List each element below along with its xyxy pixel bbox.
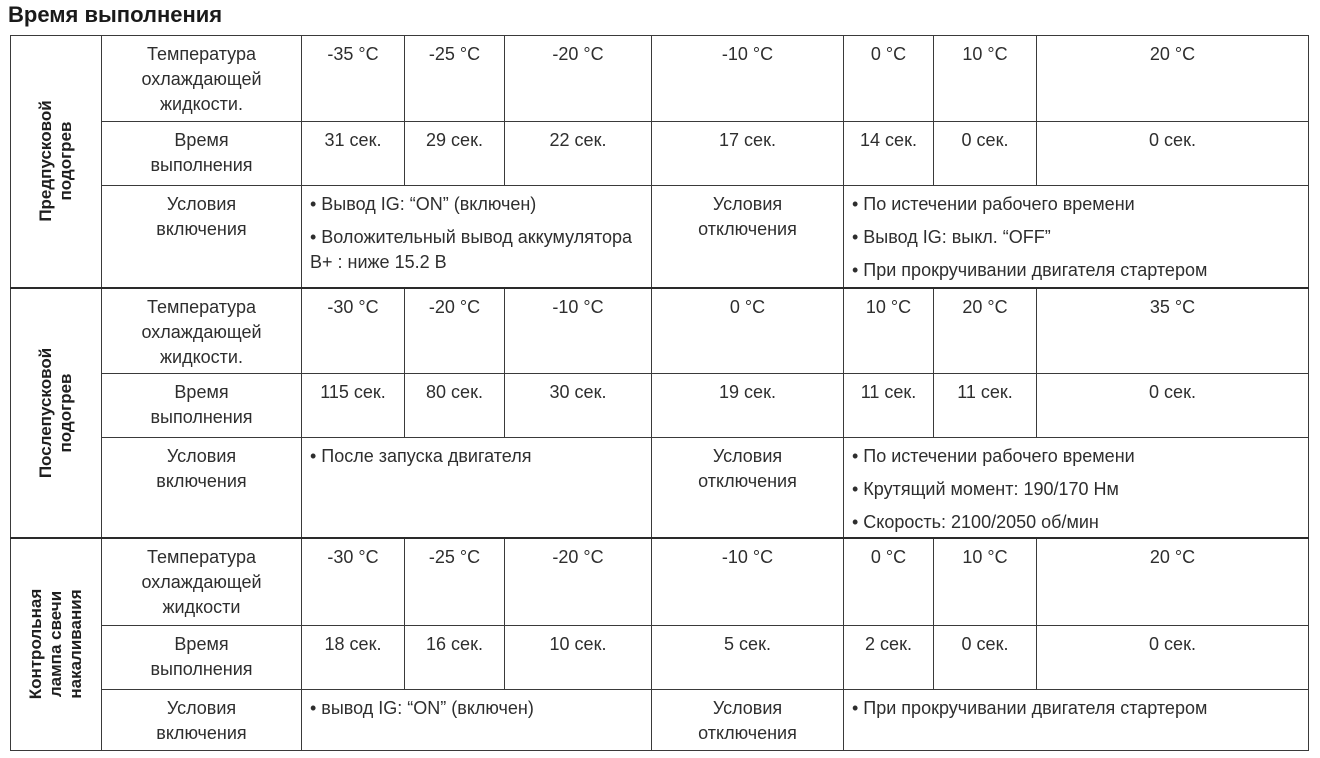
off-conditions-label-line: отключения	[698, 723, 797, 743]
temperature-label-line: охлаждающей	[141, 321, 262, 342]
condition-item: • Крутящий момент: 190/170 Нм	[852, 479, 1119, 499]
off-conditions-label	[652, 690, 844, 751]
temperature-cell: -25 °C	[405, 538, 505, 626]
group-label-line: Предпусковой	[36, 100, 55, 222]
on-conditions-label	[102, 186, 302, 288]
on-conditions-label-line: включения	[156, 723, 247, 743]
time-cell: 16 сек.	[405, 626, 505, 690]
table-body	[11, 36, 1309, 751]
time-cell: 10 сек.	[505, 626, 652, 690]
time-cell: 0 сек.	[1037, 122, 1309, 186]
temperature-cell: 0 °C	[652, 288, 844, 374]
temperature-cell: -30 °C	[302, 538, 405, 626]
off-conditions-label-line: Условия	[712, 446, 783, 466]
off-conditions-list	[844, 690, 1309, 751]
time-cell: 5 сек.	[652, 626, 844, 690]
group-label-line: Послепусковой	[36, 347, 55, 478]
conditions-row	[11, 186, 1309, 288]
condition-item: • По истечении рабочего времени	[852, 194, 1135, 214]
group-label-cell	[11, 288, 102, 538]
condition-item: • Вывод IG: “ON” (включен)	[310, 194, 537, 214]
temperature-cell: 10 °C	[844, 288, 934, 374]
condition-item: • После запуска двигателя	[310, 446, 532, 466]
time-cell: 22 сек.	[505, 122, 652, 186]
group-label	[26, 589, 86, 700]
temperature-cell: -20 °C	[405, 288, 505, 374]
time-label-line: Время	[174, 130, 229, 150]
temperature-cell: -35 °C	[302, 36, 405, 122]
temperature-label-line: жидкости.	[160, 94, 243, 114]
time-cell: 0 сек.	[934, 122, 1037, 186]
execution-time-table	[10, 35, 1309, 751]
on-conditions-label-line: Условия	[166, 446, 237, 466]
time-label-line: Время	[174, 634, 229, 654]
condition-item: • Вывод IG: выкл. “OFF”	[852, 227, 1051, 247]
time-label-line: выполнения	[150, 155, 253, 175]
time-cell: 18 сек.	[302, 626, 405, 690]
group-label	[36, 347, 76, 477]
temperature-cell: -10 °C	[652, 538, 844, 626]
time-cell: 2 сек.	[844, 626, 934, 690]
time-cell: 115 сек.	[302, 374, 405, 438]
temperature-cell: 0 °C	[844, 538, 934, 626]
off-conditions-list	[844, 438, 1309, 538]
time-cell: 0 сек.	[1037, 374, 1309, 438]
condition-item: • По истечении рабочего времени	[852, 446, 1135, 466]
off-conditions-list	[844, 186, 1309, 288]
temperature-cell: -10 °C	[505, 288, 652, 374]
temperature-label	[102, 538, 302, 626]
time-label	[102, 122, 302, 186]
on-conditions-label-line: включения	[156, 471, 247, 491]
time-label-line: Время	[174, 382, 229, 402]
time-cell: 17 сек.	[652, 122, 844, 186]
on-conditions-label	[102, 438, 302, 538]
temperature-row	[11, 288, 1309, 374]
temperature-cell: 20 °C	[1037, 36, 1309, 122]
temperature-cell: 0 °C	[844, 36, 934, 122]
group-label-line: подогрев	[56, 121, 75, 201]
off-conditions-label-line: Условия	[712, 698, 783, 718]
temperature-label	[102, 36, 302, 122]
temperature-cell: 10 °C	[934, 538, 1037, 626]
on-conditions-label-line: Условия	[166, 698, 237, 718]
time-label	[102, 374, 302, 438]
off-conditions-label	[652, 186, 844, 288]
off-conditions-label	[652, 438, 844, 538]
time-cell: 14 сек.	[844, 122, 934, 186]
time-row	[11, 122, 1309, 186]
temperature-label-line: жидкости	[162, 596, 241, 617]
group-label-cell	[11, 538, 102, 751]
temperature-label-line: охлаждающей	[141, 571, 262, 592]
temperature-cell: -20 °C	[505, 36, 652, 122]
off-conditions-label-line: отключения	[698, 219, 797, 239]
conditions-row	[11, 690, 1309, 751]
condition-item: • При прокручивании двигателя стартером	[852, 698, 1208, 718]
temperature-label-line: жидкости.	[160, 346, 243, 367]
temperature-row	[11, 36, 1309, 122]
condition-item: • вывод IG: “ON” (включен)	[310, 698, 534, 718]
temperature-cell: -25 °C	[405, 36, 505, 122]
conditions-row	[11, 438, 1309, 538]
time-cell: 31 сек.	[302, 122, 405, 186]
temperature-cell: -10 °C	[652, 36, 844, 122]
temperature-cell: 10 °C	[934, 36, 1037, 122]
temperature-label-line: Температура	[146, 44, 257, 64]
group-label-line: накаливания	[66, 589, 85, 699]
time-cell: 30 сек.	[505, 374, 652, 438]
time-cell: 80 сек.	[405, 374, 505, 438]
time-label	[102, 626, 302, 690]
on-conditions-label-line: Условия	[166, 194, 237, 214]
group-label-cell	[11, 36, 102, 288]
temperature-label	[102, 288, 302, 374]
temperature-cell: 35 °C	[1037, 288, 1309, 374]
on-conditions-label-line: включения	[156, 219, 247, 239]
time-cell: 29 сек.	[405, 122, 505, 186]
temperature-cell: 20 °C	[1037, 538, 1309, 626]
group-label-line: лампа свечи	[46, 591, 65, 698]
time-cell: 11 сек.	[844, 374, 934, 438]
temperature-label-line: охлаждающей	[141, 69, 262, 89]
off-conditions-label-line: Условия	[712, 194, 783, 214]
group-label-line: Контрольная	[26, 588, 45, 700]
off-conditions-label-line: отключения	[698, 471, 797, 491]
on-conditions-list	[302, 438, 652, 538]
on-conditions-label	[102, 690, 302, 751]
temperature-label-line: Температура	[146, 296, 257, 317]
condition-item: • При прокручивании двигателя стартером	[852, 260, 1208, 280]
time-row	[11, 626, 1309, 690]
time-cell: 0 сек.	[934, 626, 1037, 690]
time-cell: 0 сек.	[1037, 626, 1309, 690]
temperature-cell: -20 °C	[505, 538, 652, 626]
on-conditions-list	[302, 690, 652, 751]
on-conditions-list	[302, 186, 652, 288]
temperature-row	[11, 538, 1309, 626]
page-title: Время выполнения	[8, 2, 223, 27]
group-label	[36, 101, 76, 222]
time-label-line: выполнения	[150, 659, 253, 679]
time-row	[11, 374, 1309, 438]
condition-item: • Воложительный вывод аккумулятора В+ : ниже 15.2 В	[310, 227, 633, 272]
group-label-line: подогрев	[56, 373, 75, 452]
time-cell: 19 сек.	[652, 374, 844, 438]
time-label-line: выполнения	[150, 407, 253, 427]
temperature-cell: -30 °C	[302, 288, 405, 374]
time-cell: 11 сек.	[934, 374, 1037, 438]
temperature-label-line: Температура	[146, 546, 257, 567]
condition-item: • Скорость: 2100/2050 об/мин	[852, 512, 1099, 532]
temperature-cell: 20 °C	[934, 288, 1037, 374]
